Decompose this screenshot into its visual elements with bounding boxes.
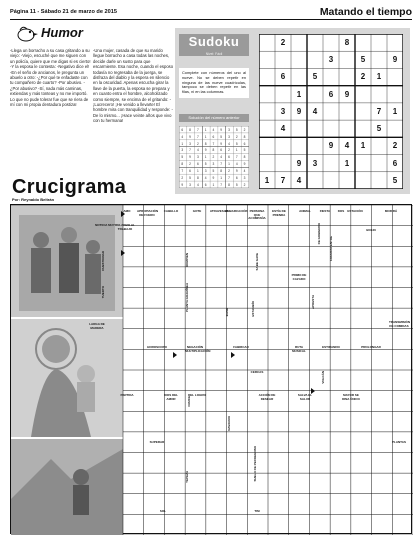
solution-digit: 2 — [189, 162, 191, 167]
solution-digit: 2 — [228, 169, 230, 174]
solution-digit: 9 — [189, 155, 191, 160]
solution-digit: 6 — [220, 148, 223, 153]
humor-title: Humor — [41, 25, 83, 40]
solution-digit: 6 — [235, 176, 238, 181]
sudoku-cell[interactable]: 9 — [328, 141, 334, 151]
solution-digit: 9 — [212, 176, 215, 181]
crossword-clue: ACCIÓN DE DESEAR — [258, 393, 276, 401]
crossword-clue: PARTIDA — [120, 393, 134, 397]
sudoku-cell[interactable]: 1 — [296, 89, 302, 99]
sudoku-grid[interactable] — [259, 34, 403, 189]
solution-digit: 5 — [220, 134, 223, 139]
solution-digit: 4 — [228, 141, 230, 146]
solution-digit: 9 — [220, 141, 223, 146]
solution-digit: 1 — [212, 182, 215, 187]
sudoku-cell[interactable]: 2 — [280, 38, 286, 47]
solution-digit: 9 — [220, 127, 223, 132]
solution-digit: 5 — [235, 141, 238, 146]
solution-digit: 8 — [228, 182, 230, 187]
sudoku-title: Sudoku — [179, 34, 249, 56]
solution-digit: 1 — [204, 134, 207, 139]
solution-digit: 9 — [235, 169, 238, 174]
crossword-clue-vertical: DE GOBIERNO — [317, 223, 321, 245]
solution-digit: 8 — [243, 134, 246, 139]
solution-digit: 6 — [189, 169, 191, 174]
solution-digit: 8 — [212, 148, 215, 153]
sudoku-cell[interactable]: 9 — [392, 55, 398, 65]
crossword-clue: ANIMAL — [299, 209, 311, 213]
solution-digit: 7 — [196, 134, 199, 139]
sudoku-level: Nivel: Fácil — [205, 52, 223, 56]
crossword-clue: FIESTA — [319, 209, 331, 213]
sudoku-cell[interactable]: 4 — [296, 175, 302, 185]
crossword-clue: DIOS DEL AMOR — [163, 393, 179, 401]
solution-digit: 5 — [243, 148, 246, 153]
crossword-clue: FABRICAR — [233, 345, 249, 349]
crossword-clue-vertical: NAVARRO — [227, 416, 231, 431]
solution-digit: 4 — [196, 148, 199, 153]
sudoku-cell[interactable]: 4 — [312, 106, 318, 116]
crossword-clue: SUPERAR — [149, 440, 165, 444]
crossword-clue: HOROSCOPO — [147, 345, 167, 349]
solution-digit: 1 — [228, 162, 230, 167]
solution-digit: 6 — [228, 155, 230, 160]
solution-digit: 3 — [212, 162, 215, 167]
solution-digit: 7 — [220, 162, 223, 167]
crossword-clue-vertical: CRUCE — [187, 396, 191, 407]
joke-text: -Una mujer, casada de que su marido llegue borracho a casa todas las noches, decide darle un susto para que escarmiente. Esa noche, cuando el esposo todavía no regresaba de la juerga, se disfraza del diablo y la espera en silencio en la oscuridad. Apenas escucha girar la llave de la puerta, la esposa se prepara y en cuanto entra el hombre, alcoholizado como siempre, se encima de el gritando: -¡Lucrecero! ¡He venido a llevarte! El hombre mira con tranquilidad y responde: -De lo mismo... ¡Hace veinte años que vivo con tu hermana! — [93, 48, 174, 124]
sudoku-instructions: Complete con números del uno al nueve. No se deben repetir en ninguna de las nueve cuadrículas, tampoco se deben repetir en las filas, ni en las columnas. — [179, 68, 249, 98]
solution-digit: 8 — [181, 162, 184, 167]
solution-label: Solución del número anterior — [179, 114, 249, 122]
solution-digit: 8 — [204, 141, 207, 146]
crossword-clue: SALVA EL SALUD — [297, 393, 313, 401]
sudoku-cell[interactable]: 2 — [360, 72, 366, 82]
crossword-clue-vertical: CUESTIONAR — [101, 251, 105, 271]
solution-digit: 9 — [204, 148, 207, 153]
sudoku-cell[interactable]: 9 — [296, 106, 302, 116]
solution-digit: 2 — [181, 176, 184, 181]
solution-digit: 8 — [189, 127, 191, 132]
solution-digit: 1 — [196, 169, 199, 174]
solution-digit: 9 — [181, 182, 184, 187]
crossword-clue-vertical: SABE GAVE — [255, 253, 259, 271]
solution-digit: 7 — [212, 141, 215, 146]
solution-digit: 7 — [235, 155, 238, 160]
crossword-clue: ESTIRANDO — [322, 345, 340, 349]
crossword-clue: EMBARCACIÓN — [225, 209, 248, 213]
solution-digit: 3 — [196, 155, 199, 160]
crossword-clue: LARGA DE MADERA — [89, 322, 105, 330]
solution-digit: 5 — [235, 182, 238, 187]
crossword-grid-lines — [11, 205, 413, 535]
crossword-clue-vertical: PLANTA GRAMÍNEA — [185, 283, 189, 312]
solution-digit: 7 — [181, 169, 184, 174]
crossword-clue-vertical: APUESTA — [311, 295, 315, 310]
sudoku-cell[interactable]: 5 — [312, 72, 318, 82]
solution-digit: 6 — [204, 182, 207, 187]
clue-arrow-icon — [231, 352, 235, 358]
solution-digit: 6 — [212, 134, 215, 139]
solution-digit: 3 — [189, 182, 191, 187]
crossword-clue-vertical: BASE — [225, 308, 229, 317]
crossword-clue: MORIRÁ — [384, 209, 398, 213]
solution-digit: 8 — [196, 176, 199, 181]
solution-digit: 8 — [220, 169, 223, 174]
solution-digit: 1 — [204, 127, 207, 132]
crossword-clue: ATRAVESAR — [209, 209, 229, 213]
solution-digit: 1 — [181, 141, 184, 146]
solution-digit: 5 — [235, 127, 238, 132]
solution-digit: 1 — [235, 148, 238, 153]
page-date: Página 11 - Sábado 21 de marzo de 2015 — [10, 9, 117, 15]
solution-digit: 4 — [220, 155, 223, 160]
crossword-clue: PRIMO DE CAZADO — [291, 273, 307, 281]
crossword-clue: NEGACIÓN MULTIPLICACIÓN — [185, 345, 211, 353]
sudoku-cell[interactable]: 7 — [376, 106, 382, 116]
sudoku-cell[interactable]: 6 — [328, 89, 334, 99]
solution-digit: 2 — [243, 127, 246, 132]
crossword-clue: ESTÍA DE PRENDA — [272, 209, 286, 217]
solution-digit: 4 — [243, 169, 246, 174]
crossword-clue: PERSONA QUE ACOMPAÑA — [248, 209, 266, 221]
jokes-column-1 — [10, 48, 91, 107]
crossword-clue-vertical: CORRIDO ENTRE — [329, 236, 333, 262]
sudoku-cell[interactable]: 5 — [376, 124, 382, 134]
solution-digit: 3 — [204, 169, 207, 174]
solution-digit: 6 — [243, 141, 246, 146]
sudoku-cell[interactable]: 5 — [392, 175, 398, 185]
crossword-grid[interactable] — [10, 204, 412, 534]
crossword-clue: SOL — [159, 509, 167, 513]
solution-digit: 5 — [204, 162, 207, 167]
crossword-byline: Por: Reynaldo Beltrán — [12, 197, 55, 202]
solution-digit: 2 — [212, 155, 215, 160]
solution-digit: 2 — [235, 134, 238, 139]
crossword-clue: AMO — [123, 209, 131, 213]
crossword-clue-vertical: SUELO DE PEDREGOSO — [253, 446, 257, 482]
solution-digit: 7 — [220, 182, 223, 187]
solution-digit: 4 — [235, 162, 238, 167]
crossword-clue: ESTACIÓN — [347, 209, 363, 213]
solution-digit: 3 — [228, 134, 230, 139]
solution-digit: 6 — [181, 127, 184, 132]
solution-digit: 1 — [220, 176, 223, 181]
solution-digit: 9 — [243, 162, 246, 167]
humor-heading — [15, 24, 175, 42]
crossword-clue-vertical: ESTAMBÍO — [251, 301, 255, 317]
crossword-title: Crucigrama — [12, 176, 127, 198]
solution-digit: 3 — [243, 176, 246, 181]
sudoku-cell[interactable]: 6 — [280, 72, 286, 82]
solution-digit: 5 — [181, 155, 184, 160]
solution-digit: 9 — [189, 134, 191, 139]
sudoku-cell[interactable]: 8 — [344, 38, 350, 47]
solution-digit: 7 — [189, 148, 191, 153]
cartoon-bird-icon — [15, 24, 39, 42]
crossword-clue: BOLIN — [366, 228, 376, 232]
solution-digit: 4 — [204, 176, 207, 181]
crossword-clue-vertical: VOLCÁN — [321, 371, 325, 384]
crossword-clue-vertical: TUERTO — [101, 286, 105, 299]
crossword-clue-vertical: ROMPIEN — [185, 253, 189, 268]
solution-digit: 1 — [204, 155, 207, 160]
joke-text: -Llega un borracho a su casa gritando a su viejo: -Viejo, escuché que me siguen con un policía, quiere que me digas si es cierto! -Y la esposa le contesta: -Negativo dice el! -En el seño de ancianos, le pregunta un abuelo a otro: -¿Por qué te enfadaste con tu compañero de cuarto? -Por abusivo. -¿Por abusivo? -Sí, nada más caminas, extiendas y más tonteas y no me importó. Lo que no pude tolerar fue que se riera de mí con mi propia dentadura postiza! — [10, 48, 91, 108]
sudoku-cell[interactable]: 7 — [280, 175, 286, 185]
solution-digit: 7 — [228, 176, 230, 181]
jokes-column-2 — [93, 48, 174, 124]
crossword-clue: TRANSMISIÓN DE COMIDAS — [389, 320, 410, 328]
page-header — [10, 6, 412, 20]
crossword-clue: PLANTAS — [392, 440, 406, 444]
sudoku-cell[interactable]: 5 — [360, 55, 366, 65]
sudoku-cell[interactable]: 1 — [376, 72, 382, 82]
crossword-clue: RELATIVO AL TRABAJO — [115, 223, 135, 231]
sudoku-cell[interactable]: 1 — [344, 158, 350, 168]
solution-digit: 2 — [228, 148, 230, 153]
solution-digit: 5 — [212, 169, 215, 174]
sudoku-cell[interactable]: 1 — [360, 141, 366, 151]
solution-digit: 4 — [181, 134, 184, 139]
crossword-clue: CABELLO — [163, 209, 179, 213]
sudoku-cell[interactable]: 4 — [280, 124, 286, 134]
sudoku-cell[interactable]: 3 — [280, 106, 286, 116]
solution-digit: 4 — [212, 127, 215, 132]
crossword-clue: CERCAS — [250, 370, 264, 374]
solution-digit: 7 — [196, 127, 199, 132]
solution-digit: 6 — [196, 162, 199, 167]
crossword-clue: APROPIACIÓN DE FUERO — [137, 209, 159, 217]
section-title: Matando el tiempo — [319, 6, 412, 18]
crossword-clue: DEL LOGRO — [188, 393, 206, 397]
crossword-clue: MAYOR SE DINA ÚNICO — [342, 393, 360, 401]
solution-digit: 4 — [196, 182, 199, 187]
solution-digit: 8 — [243, 155, 246, 160]
sudoku-cell[interactable]: 2 — [392, 141, 398, 151]
crossword-clue: DOS — [337, 209, 345, 213]
crossword-clue: NOTICIA MUY — [95, 223, 115, 227]
sudoku-cell[interactable]: 9 — [296, 158, 302, 168]
sudoku-cell[interactable]: 9 — [344, 89, 350, 99]
crossword-clue: GOTE — [192, 209, 202, 213]
sudoku-cell[interactable]: 3 — [312, 158, 318, 168]
solution-digit: 2 — [196, 141, 199, 146]
sudoku-cell[interactable]: 1 — [264, 175, 270, 185]
solution-digit: 3 — [181, 148, 184, 153]
crossword-clue: RUTA MUSICAL — [292, 345, 306, 353]
sudoku-cell[interactable]: 1 — [392, 106, 398, 116]
crossword-clue-vertical: TEPEZA — [185, 471, 189, 483]
sudoku-panel — [175, 28, 410, 194]
sudoku-cell[interactable]: 4 — [344, 141, 350, 151]
solution-digit: 3 — [228, 127, 230, 132]
crossword-clue: TIM — [254, 509, 260, 513]
clue-arrow-icon — [173, 352, 177, 358]
sudoku-cell[interactable]: 6 — [392, 158, 398, 168]
sudoku-cell[interactable]: 3 — [328, 55, 334, 65]
solution-digit: 5 — [189, 176, 191, 181]
solution-grid — [179, 126, 249, 188]
crossword-clue: PROLONGAR — [361, 345, 381, 349]
solution-digit: 3 — [189, 141, 191, 146]
solution-digit: 2 — [243, 182, 246, 187]
